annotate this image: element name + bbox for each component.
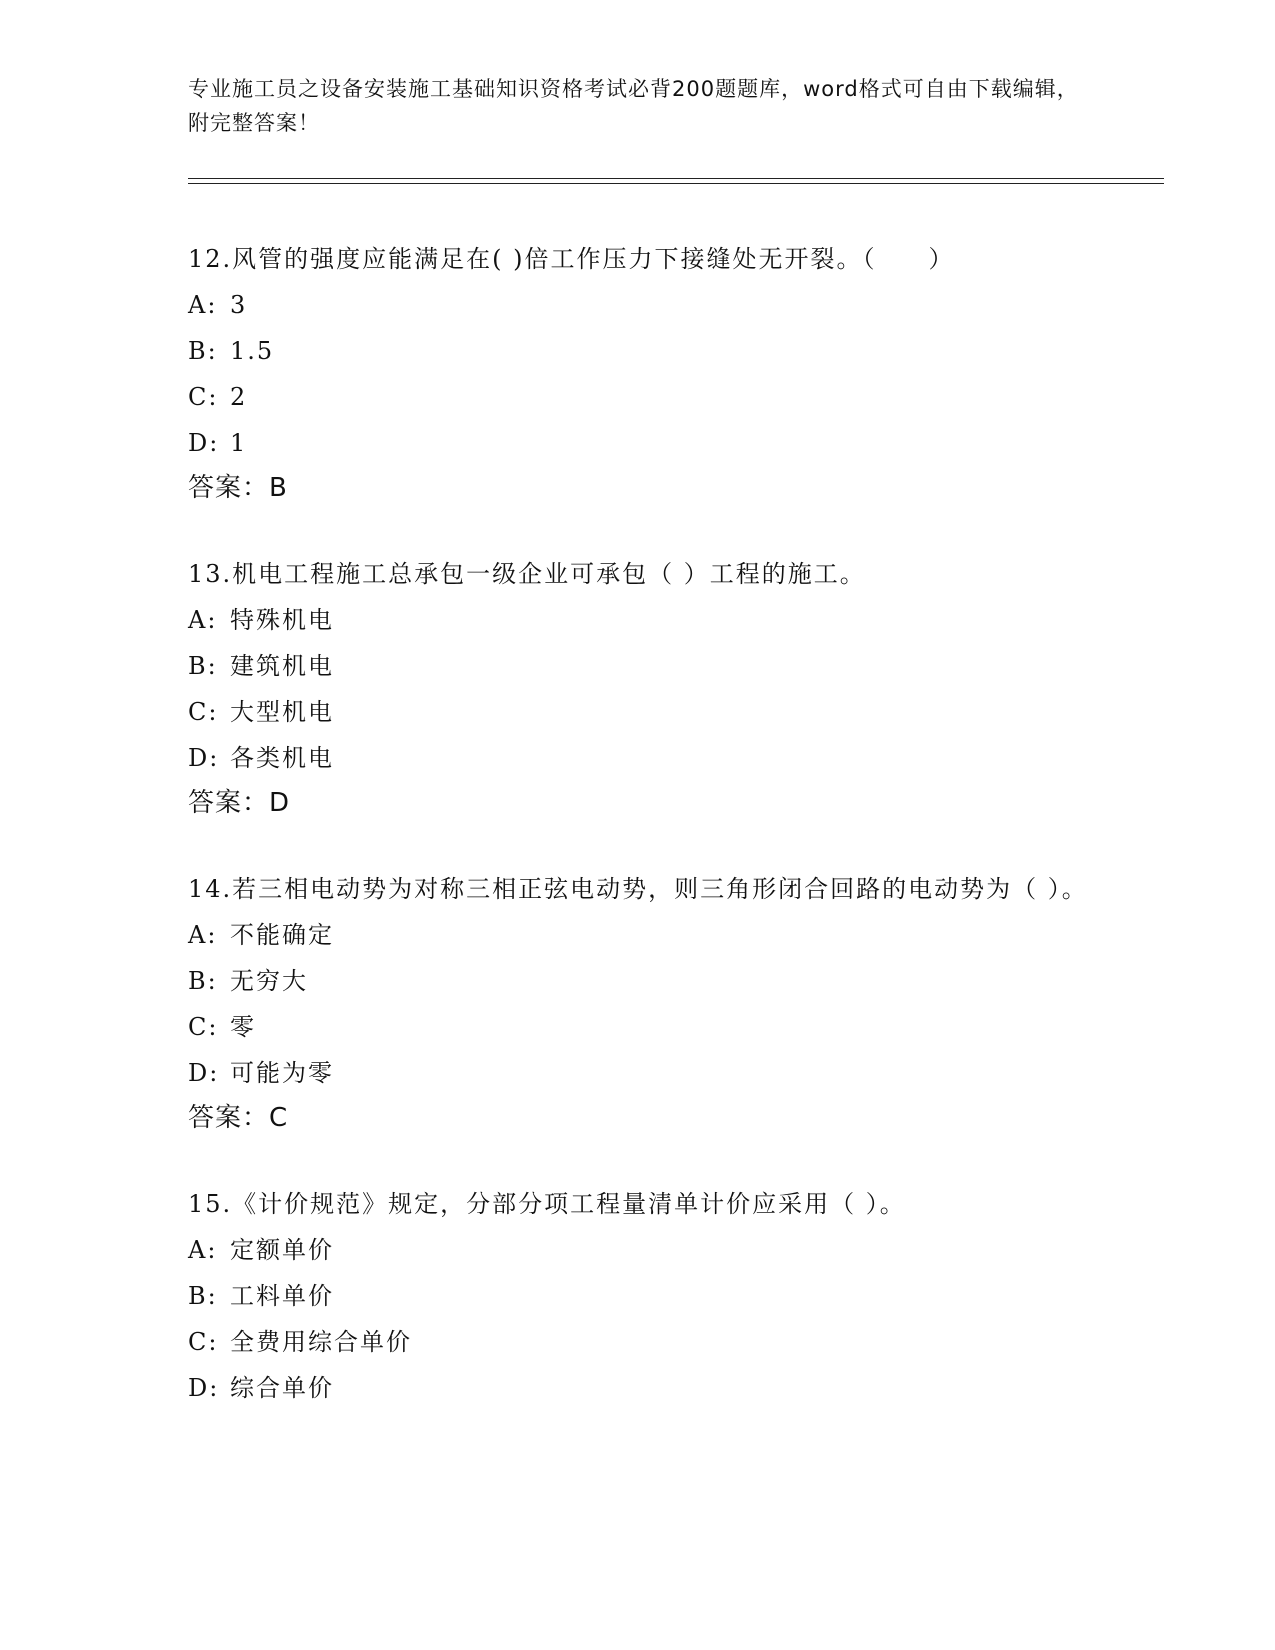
option-text: 不能确定 (230, 921, 334, 949)
option-d (188, 735, 1088, 781)
option-letter: D: (188, 744, 220, 772)
answer-text: 答案：C (188, 1103, 289, 1133)
option-text: 2 (230, 383, 248, 411)
option-d (188, 1050, 1088, 1096)
option-text: 定额单价 (230, 1236, 334, 1264)
option-c (188, 689, 1088, 735)
option-letter: A: (188, 291, 218, 319)
question-item (188, 1181, 1088, 1411)
option-text: 3 (230, 291, 248, 319)
option-text: 综合单价 (230, 1374, 334, 1402)
option-text: 1 (230, 429, 248, 457)
option-letter: D: (188, 1059, 220, 1087)
option-text: 全费用综合单价 (230, 1328, 412, 1356)
option-text: 无穷大 (230, 967, 308, 995)
question-text: 13.机电工程施工总承包一级企业可承包（ ）工程的施工。 (188, 560, 866, 588)
option-c (188, 1004, 1088, 1050)
question-item (188, 551, 1088, 825)
option-letter: C: (188, 1013, 219, 1041)
answer-text: 答案：D (188, 788, 291, 818)
option-c (188, 1319, 1088, 1365)
question-item (188, 236, 1088, 510)
option-letter: C: (188, 383, 219, 411)
option-text: 各类机电 (230, 744, 334, 772)
option-letter: B: (188, 967, 218, 995)
option-text: 大型机电 (230, 698, 334, 726)
option-letter: D: (188, 429, 220, 457)
option-letter: B: (188, 1282, 218, 1310)
option-a (188, 1227, 1088, 1273)
option-d (188, 420, 1088, 466)
option-d (188, 1365, 1088, 1411)
header-divider-bottom (188, 183, 1164, 184)
option-b (188, 643, 1088, 689)
option-b (188, 958, 1088, 1004)
option-letter: B: (188, 337, 218, 365)
option-a (188, 597, 1088, 643)
answer-text: 答案：B (188, 473, 288, 503)
question-list (188, 236, 1088, 1452)
question-text: 14.若三相电动势为对称三相正弦电动势，则三角形闭合回路的电动势为（ ）。 (188, 875, 1088, 903)
question-item (188, 866, 1088, 1140)
option-letter: C: (188, 1328, 219, 1356)
option-text: 特殊机电 (230, 606, 334, 634)
document-header: 专业施工员之设备安装施工基础知识资格考试必背200题题库，word格式可自由下载编辑，附完整答案！ (188, 77, 1079, 135)
option-text: 1.5 (230, 337, 275, 365)
option-text: 工料单价 (230, 1282, 334, 1310)
option-letter: A: (188, 921, 218, 949)
option-letter: B: (188, 652, 218, 680)
question-text: 15.《计价规范》规定，分部分项工程量清单计价应采用（ ）。 (188, 1190, 906, 1218)
option-a (188, 282, 1088, 328)
header-divider-top (188, 178, 1164, 179)
question-text: 12.风管的强度应能满足在( )倍工作压力下接缝处无开裂。（ ） (188, 245, 955, 273)
option-text: 可能为零 (230, 1059, 334, 1087)
option-text: 建筑机电 (230, 652, 334, 680)
option-b (188, 328, 1088, 374)
option-letter: A: (188, 1236, 218, 1264)
option-letter: D: (188, 1374, 220, 1402)
option-letter: C: (188, 698, 219, 726)
option-c (188, 374, 1088, 420)
option-letter: A: (188, 606, 218, 634)
option-a (188, 912, 1088, 958)
option-text: 零 (230, 1013, 256, 1041)
option-b (188, 1273, 1088, 1319)
